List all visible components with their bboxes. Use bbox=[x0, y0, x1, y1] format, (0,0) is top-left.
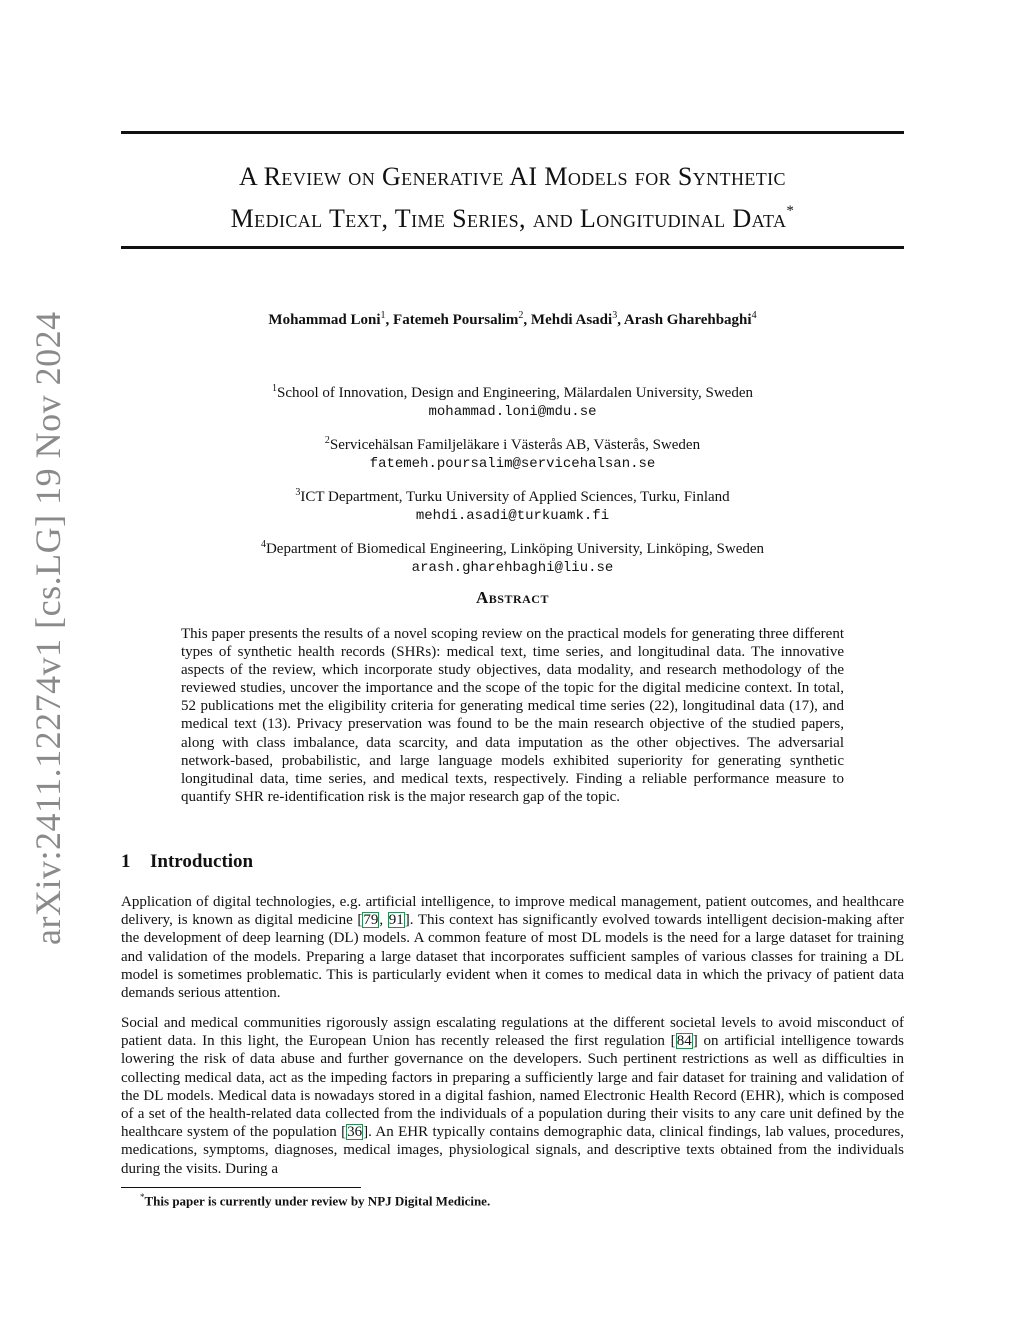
paragraph-text: Application of digital technologies, e.g. artificial intelligence, to improve medical management, patient outcomes, and healthcare delivery, is known as digital medicine [ bbox=[121, 894, 904, 929]
affiliation-text bbox=[121, 379, 904, 403]
affiliation-mark: 4 bbox=[260, 539, 266, 550]
affiliation-email: fatemeh.poursalim@servicehalsan.se bbox=[369, 456, 656, 472]
section-title: Introduction bbox=[150, 851, 254, 872]
author-affiliation-mark: 1 bbox=[380, 310, 386, 321]
affiliation-name: Servicehälsan Familjeläkare i Västerås AB, Västerås, Sweden bbox=[329, 437, 701, 453]
footnote-text: This paper is currently under review by NPJ Digital Medicine. bbox=[144, 1193, 491, 1209]
paragraph-text: Social and medical communities rigorously assign escalating regulations at the different societal levels to avoid misconduct of patient data. In this light, the European Union has recently released the first regulation [ bbox=[121, 1015, 904, 1050]
section-number: 1 bbox=[121, 851, 131, 872]
intro-paragraph-1 bbox=[121, 893, 904, 1002]
abstract-heading: Abstract bbox=[476, 588, 549, 607]
author-affiliation-mark: 2 bbox=[518, 310, 524, 321]
citation-link[interactable]: 84 bbox=[676, 1033, 692, 1050]
affiliation-text bbox=[121, 431, 904, 455]
affiliation-1 bbox=[121, 379, 904, 422]
affiliation-4 bbox=[121, 535, 904, 578]
title-footnote-mark: * bbox=[786, 203, 795, 219]
arxiv-identifier-stamp: arXiv:2411.12274v1 [cs.LG] 19 Nov 2024 bbox=[28, 311, 68, 945]
title-line-1: A Review on Generative AI Models for Synthetic bbox=[239, 162, 786, 191]
title-line-2-text: Medical Text, Time Series, and Longitudinal Data bbox=[230, 204, 787, 233]
title-top-rule bbox=[121, 131, 904, 134]
author-name: Mehdi Asadi bbox=[530, 312, 613, 328]
affiliation-mark: 2 bbox=[324, 435, 330, 446]
footnote-mark: * bbox=[140, 1192, 145, 1202]
affiliation-2 bbox=[121, 431, 904, 474]
affiliation-email: mohammad.loni@mdu.se bbox=[428, 404, 597, 420]
citation-link[interactable]: 36 bbox=[347, 1124, 363, 1141]
paragraph-text: ]. An EHR typically contains demographic data, clinical findings, lab values, procedures, medications, symptoms, diagnoses, medical images, physiological signals, and descriptive texts obtained from the individuals during the visits. During a bbox=[121, 1124, 904, 1177]
affiliation-mark: 3 bbox=[295, 487, 301, 498]
affiliation-name: Department of Biomedical Engineering, Linköping University, Linköping, Sweden bbox=[265, 541, 765, 557]
affiliation-name: School of Innovation, Design and Engineering, Mälardalen University, Sweden bbox=[276, 385, 753, 401]
citation-separator: , bbox=[379, 912, 388, 929]
affiliation-name: ICT Department, Turku University of Applied Sciences, Turku, Finland bbox=[300, 489, 730, 505]
title-line-2 bbox=[121, 194, 904, 236]
affiliation-text bbox=[121, 483, 904, 507]
paragraph-text: ] on artificial intelligence towards lowering the risk of data abuse and further governance on the developers. Such pertinent restrictions as well as difficulties in collecting medical data, act as the impeding factors in preparing a sufficiently large and fair dataset for training and validation of the DL models. Medical data is nowadays stored in a digital fashion, named Electronic Health Record (EHR), which is composed of a set of the health-related data collected from the individuals of a population during their visits to any care unit defined by the healthcare system of the population [ bbox=[121, 1033, 904, 1141]
author-name: Arash Gharehbaghi bbox=[623, 312, 752, 328]
citation-link[interactable]: 91 bbox=[388, 912, 404, 929]
affiliation-email: mehdi.asadi@turkuamk.fi bbox=[415, 508, 610, 524]
affiliation-mark: 1 bbox=[271, 383, 277, 394]
section-heading-introduction bbox=[121, 851, 253, 873]
affiliation-3 bbox=[121, 483, 904, 526]
footnote-rule bbox=[121, 1187, 361, 1188]
author-name: Fatemeh Poursalim bbox=[393, 312, 519, 328]
intro-paragraph-2 bbox=[121, 1014, 904, 1178]
author-list: Mohammad Loni$^1$, Fatemeh Poursalim$^2$, Mehdi Asadi$^3$, Arash Gharehbaghi$^4$ bbox=[268, 310, 757, 328]
title-bottom-rule bbox=[121, 246, 904, 249]
author-affiliation-mark: 4 bbox=[751, 310, 757, 321]
author-name: Mohammad Loni bbox=[268, 312, 381, 328]
abstract-body: This paper presents the results of a novel scoping review on the practical models for generating three different types of synthetic health records (SHRs): medical text, time series, and longitudinal data. The innovative aspects of the review, which incorporate study objectives, data modality, and research methodology of the reviewed studies, uncover the importance and the scope of the topic for the digital medicine context. In total, 52 publications met the eligibility criteria for generating medical time series (22), longitudinal data (17), and medical text (13). Privacy preservation was found to be the main research objective of the studied papers, along with class imbalance, data scarcity, and data imputation as the other objectives. The adversarial network-based, probabilistic, and large language models exhibited superiority for generating synthetic longitudinal data, time series, and medical texts, respectively. Finding a reliable performance measure to quantify SHR re-identification risk is the major research gap of the topic. bbox=[181, 626, 844, 805]
affiliation-text bbox=[121, 535, 904, 559]
citation-link[interactable]: 79 bbox=[363, 912, 379, 929]
affiliation-email: arash.gharehbaghi@liu.se bbox=[411, 560, 614, 576]
title-footnote bbox=[140, 1192, 490, 1209]
author-affiliation-mark: 3 bbox=[612, 310, 618, 321]
paper-title bbox=[121, 160, 904, 236]
paragraph-text: ]. This context has significantly evolved towards intelligent decision-making after the development of deep learning (DL) models. A common feature of most DL models is the need for a large dataset for training and validation of the models. Preparing a large dataset that incorporates sufficient samples of various classes for training a DL model is sometimes problematic. This is particularly evident when it comes to medical data in which the privacy of patient data demands serious attention. bbox=[121, 912, 905, 1002]
